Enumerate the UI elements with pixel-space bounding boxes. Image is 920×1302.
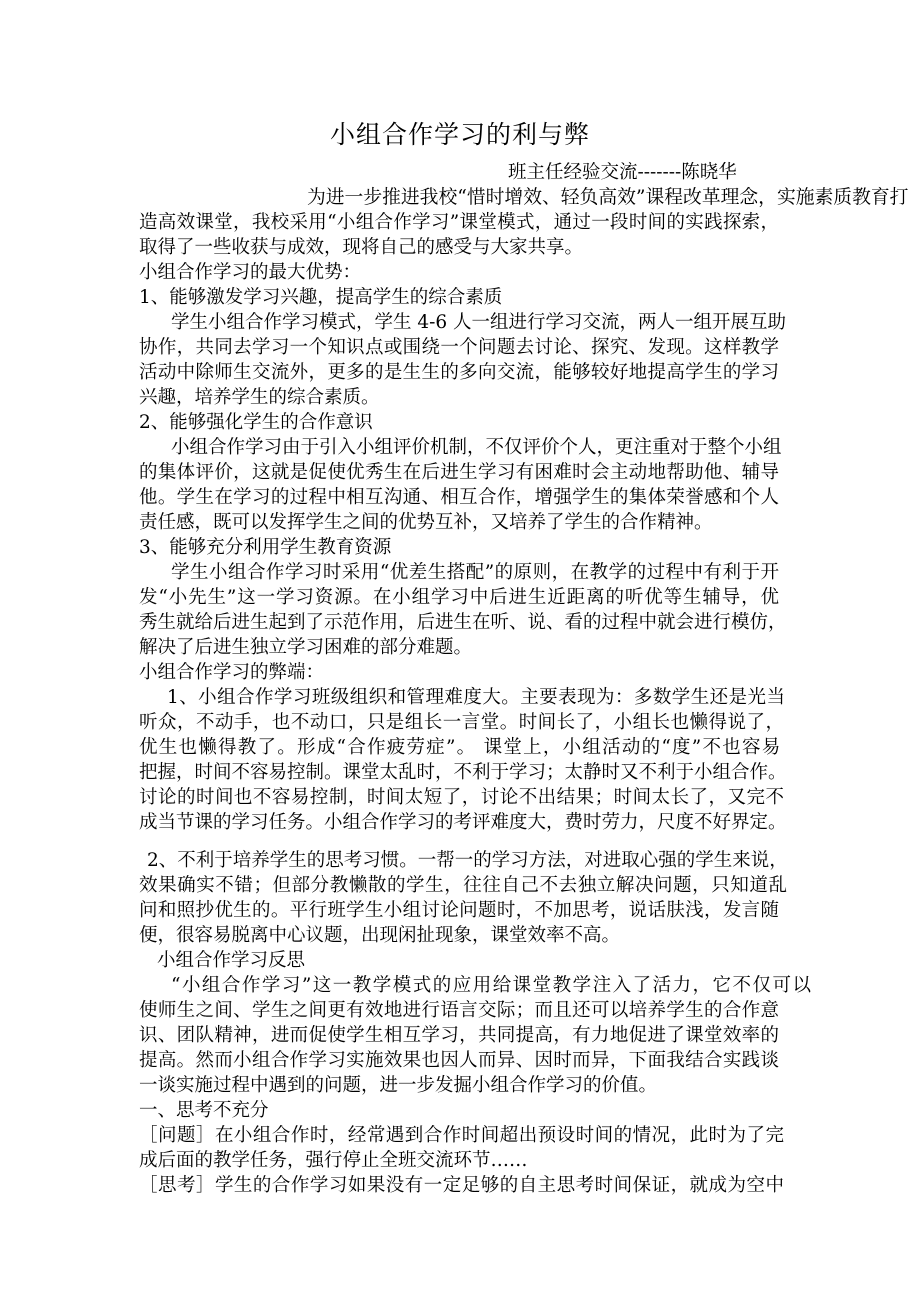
paragraph-line: “小组合作学习”这一教学模式的应用给课堂教学注入了活力，它不仅可以 [171, 975, 813, 996]
paragraph-line: 一谈实施过程中遇到的问题，进一步发掘小组合作学习的价值。 [139, 1075, 658, 1096]
paragraph-line: 优生也懒得教了。形成“合作疲劳症”。 课堂上，小组活动的“度”不也容易 [139, 737, 782, 758]
paragraph-line: 活动中除师生交流外，更多的是生生的多向交流，能够较好地提高学生的学习 [139, 362, 780, 383]
paragraph-line: 一、思考不充分 [139, 1100, 269, 1121]
paragraph-line: 问和照抄优生的。平行班学生小组讨论问题时，不加思考，说话肤浅，发言随 [139, 900, 780, 921]
paragraph-line: 为进一步推进我校“惜时增效、轻负高效”课程改革理念，实施素质教育打 [307, 187, 909, 208]
paragraph-line: 责任感，既可以发挥学生之间的优势互补，又培养了学生的合作精神。 [139, 512, 713, 533]
author-byline: 班主任经验交流-------陈晓华 [508, 162, 737, 183]
paragraph-line: 学生小组合作学习时采用“优差生搭配”的原则，在教学的过程中有利于开 [171, 562, 780, 583]
paragraph-line: 解决了后进生独立学习困难的部分难题。 [139, 637, 473, 658]
paragraph-line: 发“小先生”这一学习资源。在小组学习中后进生近距离的听优等生辅导，优 [139, 587, 780, 608]
paragraph-line: 使师生之间、学生之间更有效地进行语言交际；而且还可以培养学生的合作意 [139, 1000, 780, 1021]
paragraph-line: 听众，不动手，也不动口，只是组长一言堂。时间长了，小组长也懒得说了， [139, 712, 785, 733]
paragraph-line: 讨论的时间也不容易控制，时间太短了，讨论不出结果；时间太长了，又完不 [139, 787, 785, 808]
document-title: 小组合作学习的利与弊 [329, 120, 590, 149]
paragraph-line: ［思考］学生的合作学习如果没有一定足够的自主思考时间保证，就成为空中 [139, 1175, 785, 1196]
paragraph-line: 小组合作学习的弊端： [139, 662, 325, 683]
paragraph-line: 识、团队精神，进而促使学生相互学习，共同提高，有力地促进了课堂效率的 [139, 1025, 780, 1046]
paragraph-line: 成后面的教学任务，强行停止全班交流环节…… [139, 1150, 528, 1171]
paragraph-line: 他。学生在学习的过程中相互沟通、相互合作，增强学生的集体荣誉感和个人 [139, 487, 780, 508]
paragraph-line: 3、能够充分利用学生教育资源 [139, 537, 392, 558]
paragraph-line: 把握，时间不容易控制。课堂太乱时，不利于学习；太静时又不利于小组合作。 [139, 762, 787, 783]
paragraph-line: 造高效课堂，我校采用“小组合作学习”课堂模式，通过一段时间的实践探索， [139, 212, 780, 233]
paragraph-line: 1、小组合作学习班级组织和管理难度大。主要表现为：多数学生还是光当 [167, 687, 786, 708]
paragraph-line: 取得了一些收获与成效，现将自己的感受与大家共享。 [139, 237, 584, 258]
paragraph-line: 成当节课的学习任务。小组合作学习的考评难度大，费时劳力，尺度不好界定。 [139, 812, 787, 833]
paragraph-line: 的集体评价，这就是促使优秀生在后进生学习有困难时会主动地帮助他、辅导 [139, 462, 780, 483]
paragraph-line: 提高。然而小组合作学习实施效果也因人而异、因时而异，下面我结合实践谈 [139, 1050, 780, 1071]
paragraph-line: 秀生就给后进生起到了示范作用，后进生在听、说、看的过程中就会进行模仿， [139, 612, 787, 633]
paragraph-line: 协作，共同去学习一个知识点或围绕一个问题去讨论、探究、发现。这样教学 [139, 337, 780, 358]
paragraph-line: 便，很容易脱离中心议题，出现闲扯现象，课堂效率不高。 [139, 925, 621, 946]
paragraph-line: 兴趣，培养学生的综合素质。 [139, 387, 380, 408]
paragraph-line: 小组合作学习由于引入小组评价机制，不仅评价个人，更注重对于整个小组 [171, 437, 782, 458]
paragraph-line: 效果确实不错；但部分教懒散的学生，往往自己不去独立解决问题，只知道乱 [139, 875, 788, 896]
paragraph-line: 2、不利于培养学生的思考习惯。一帮一的学习方法，对进取心强的学生来说， [147, 850, 788, 871]
paragraph-line: 小组合作学习的最大优势： [139, 262, 362, 283]
paragraph-line: 小组合作学习反思 [157, 950, 306, 971]
paragraph-line: 2、能够强化学生的合作意识 [139, 412, 373, 433]
paragraph-line: 1、能够激发学习兴趣，提高学生的综合素质 [139, 287, 503, 308]
paragraph-line: ［问题］在小组合作时，经常遇到合作时间超出预设时间的情况，此时为了完 [139, 1125, 785, 1146]
paragraph-line: 学生小组合作学习模式，学生 4-6 人一组进行学习交流，两人一组开展互助 [171, 312, 787, 333]
